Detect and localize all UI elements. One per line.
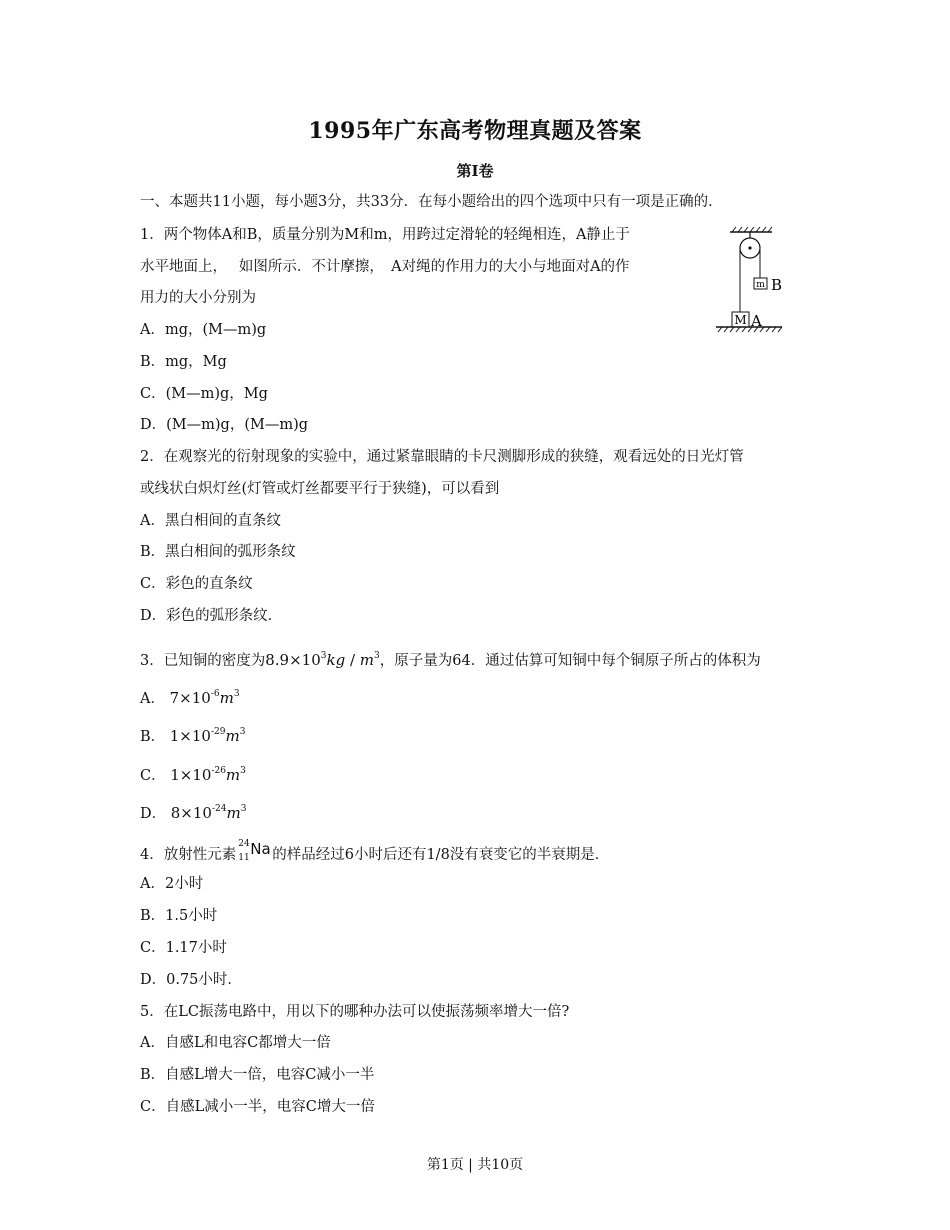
q2-option-a: A．黑白相间的直条纹 bbox=[140, 513, 281, 529]
block-a-mass: M bbox=[734, 313, 747, 327]
q3-option-c: C． $1\times 10^{-26}m^3$ bbox=[140, 766, 246, 784]
label-b: B bbox=[771, 276, 783, 294]
q3-stem-pre: 3．已知铜的密度为 bbox=[140, 653, 266, 669]
block-b-mass: m bbox=[756, 280, 765, 290]
q3-option-a: A． $7\times 10^{-6}m^3$ bbox=[140, 689, 240, 707]
q1-stem-line-2: 水平地面上， 如图所示．不计摩擦， A对绳的作用力的大小与地面对A的作 bbox=[140, 259, 630, 275]
q3-stem bbox=[140, 646, 761, 671]
q2-option-b: B．黑白相间的弧形条纹 bbox=[140, 544, 296, 560]
q2-option-d: D．彩色的弧形条纹． bbox=[140, 608, 283, 624]
q4-option-b: B．1.5小时 bbox=[140, 908, 218, 924]
pulley-diagram bbox=[712, 226, 802, 338]
q5-option-b: B．自感L增大一倍，电容C减小一半 bbox=[140, 1067, 375, 1083]
q1-option-b: B．mg，Mg bbox=[140, 354, 227, 370]
q4-option-a: A．2小时 bbox=[140, 876, 204, 892]
q1-stem-line-1: 1．两个物体A和B，质量分别为M和m，用跨过定滑轮的轻绳相连，A静止于 bbox=[140, 227, 630, 243]
q4-option-c: C．1.17小时 bbox=[140, 940, 227, 956]
q2-option-c: C．彩色的直条纹 bbox=[140, 576, 253, 592]
q2-stem-line-1: 2．在观察光的衍射现象的实验中，通过紧靠眼睛的卡尺测脚形成的狭缝，观看远处的日光灯管 bbox=[140, 449, 744, 465]
q3-option-b: B． $1\times 10^{-29}m^3$ bbox=[140, 727, 246, 745]
q4-stem: 4．放射性元素 24 11 Na 的样品经过6小时后还有1/8没有衰变它的半衰期是． bbox=[140, 839, 610, 863]
page-footer: 第1页 | 共10页 bbox=[426, 1157, 524, 1173]
q5-stem: 5．在LC振荡电路中，用以下的哪种办法可以使振荡频率增大一倍? bbox=[140, 1004, 570, 1020]
q5-option-a: A．自感L和电容C都增大一倍 bbox=[140, 1035, 331, 1051]
nuclide-symbol: 24 11 Na bbox=[238, 839, 271, 863]
q3-stem-post: ，原子量为64．通过估算可知铜中每个铜原子所占的体积为 bbox=[379, 653, 761, 669]
q1-option-d: D．(M—m)g，(M—m)g bbox=[140, 417, 309, 433]
section-heading: 第Ⅰ卷 bbox=[456, 162, 494, 180]
q3-option-d: D． $8\times 10^{-24}m^3$ bbox=[140, 804, 247, 822]
q3-density-formula: $8.9\times 10^3kg / m^3$ bbox=[265, 651, 380, 669]
q2-stem-line-2: 或线状白炽灯丝(灯管或灯丝都要平行于狭缝)，可以看到 bbox=[140, 481, 500, 497]
page-title: 1995年广东高考物理真题及答案 bbox=[308, 118, 642, 144]
q1-option-a: A．mg，(M—m)g bbox=[140, 322, 267, 338]
q1-stem-line-3: 用力的大小分别为 bbox=[140, 290, 256, 306]
q5-option-c: C．自感L减小一半，电容C增大一倍 bbox=[140, 1099, 375, 1115]
instructions: 一、本题共11小题，每小题3分，共33分．在每小题给出的四个选项中只有一项是正确的． bbox=[140, 194, 723, 210]
label-a: A bbox=[751, 312, 762, 330]
q4-option-d: D．0.75小时． bbox=[140, 972, 242, 988]
q1-option-c: C．(M—m)g，Mg bbox=[140, 386, 268, 402]
